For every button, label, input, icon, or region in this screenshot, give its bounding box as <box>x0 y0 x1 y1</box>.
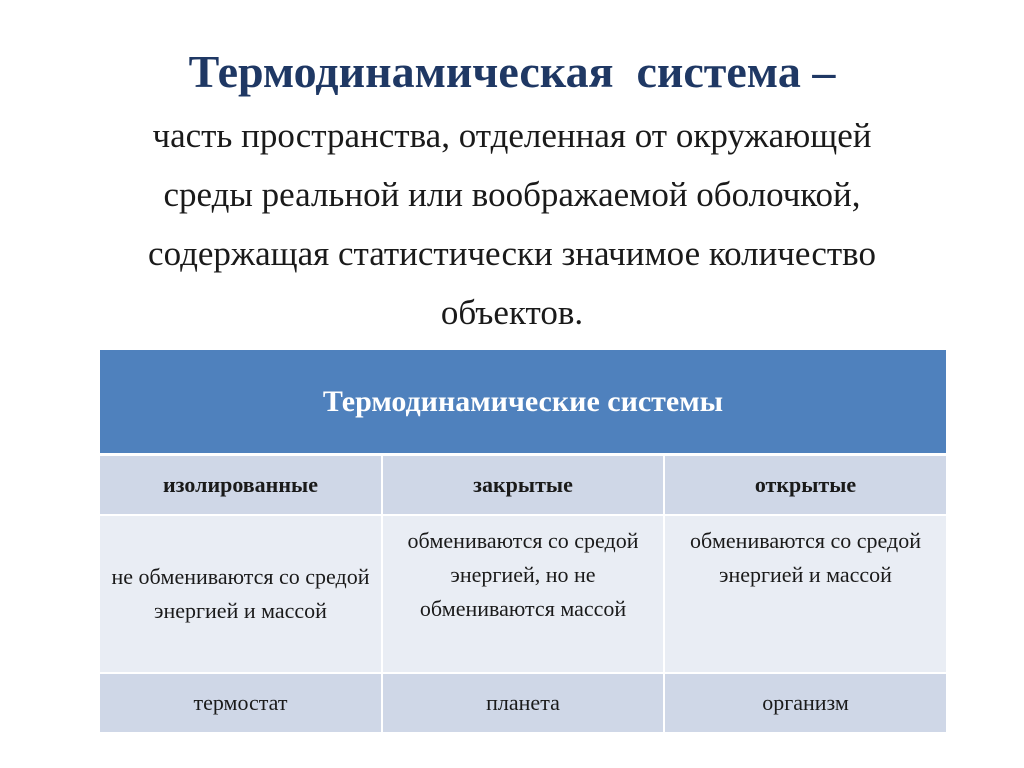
table-row <box>100 673 946 732</box>
column-header-closed: закрытые <box>382 455 664 516</box>
table-row <box>100 515 946 673</box>
description-open: обмениваются со средой энергией и массой <box>664 515 946 673</box>
definition-line: объектов. <box>440 293 584 332</box>
definition-line: содержащая статистически значимое количество <box>148 234 876 273</box>
example-isolated: термостат <box>100 673 382 732</box>
example-open: организм <box>664 673 946 732</box>
definition-text <box>60 106 964 342</box>
systems-table <box>100 350 946 732</box>
definition-line: среды реальной или воображаемой оболочкой, <box>163 175 861 214</box>
definition-line: часть пространства, отделенная от окружающей <box>152 116 872 155</box>
description-closed: обмениваются со средой энергией, но не обмениваются массой <box>382 515 664 673</box>
table-header: Термодинамические системы <box>100 350 946 455</box>
example-closed: планета <box>382 673 664 732</box>
slide-title: Термодинамическая система – <box>188 46 836 97</box>
column-header-open: открытые <box>664 455 946 516</box>
table-row <box>100 455 946 516</box>
column-header-isolated: изолированные <box>100 455 382 516</box>
description-isolated: не обмениваются со средой энергией и массой <box>100 515 382 673</box>
